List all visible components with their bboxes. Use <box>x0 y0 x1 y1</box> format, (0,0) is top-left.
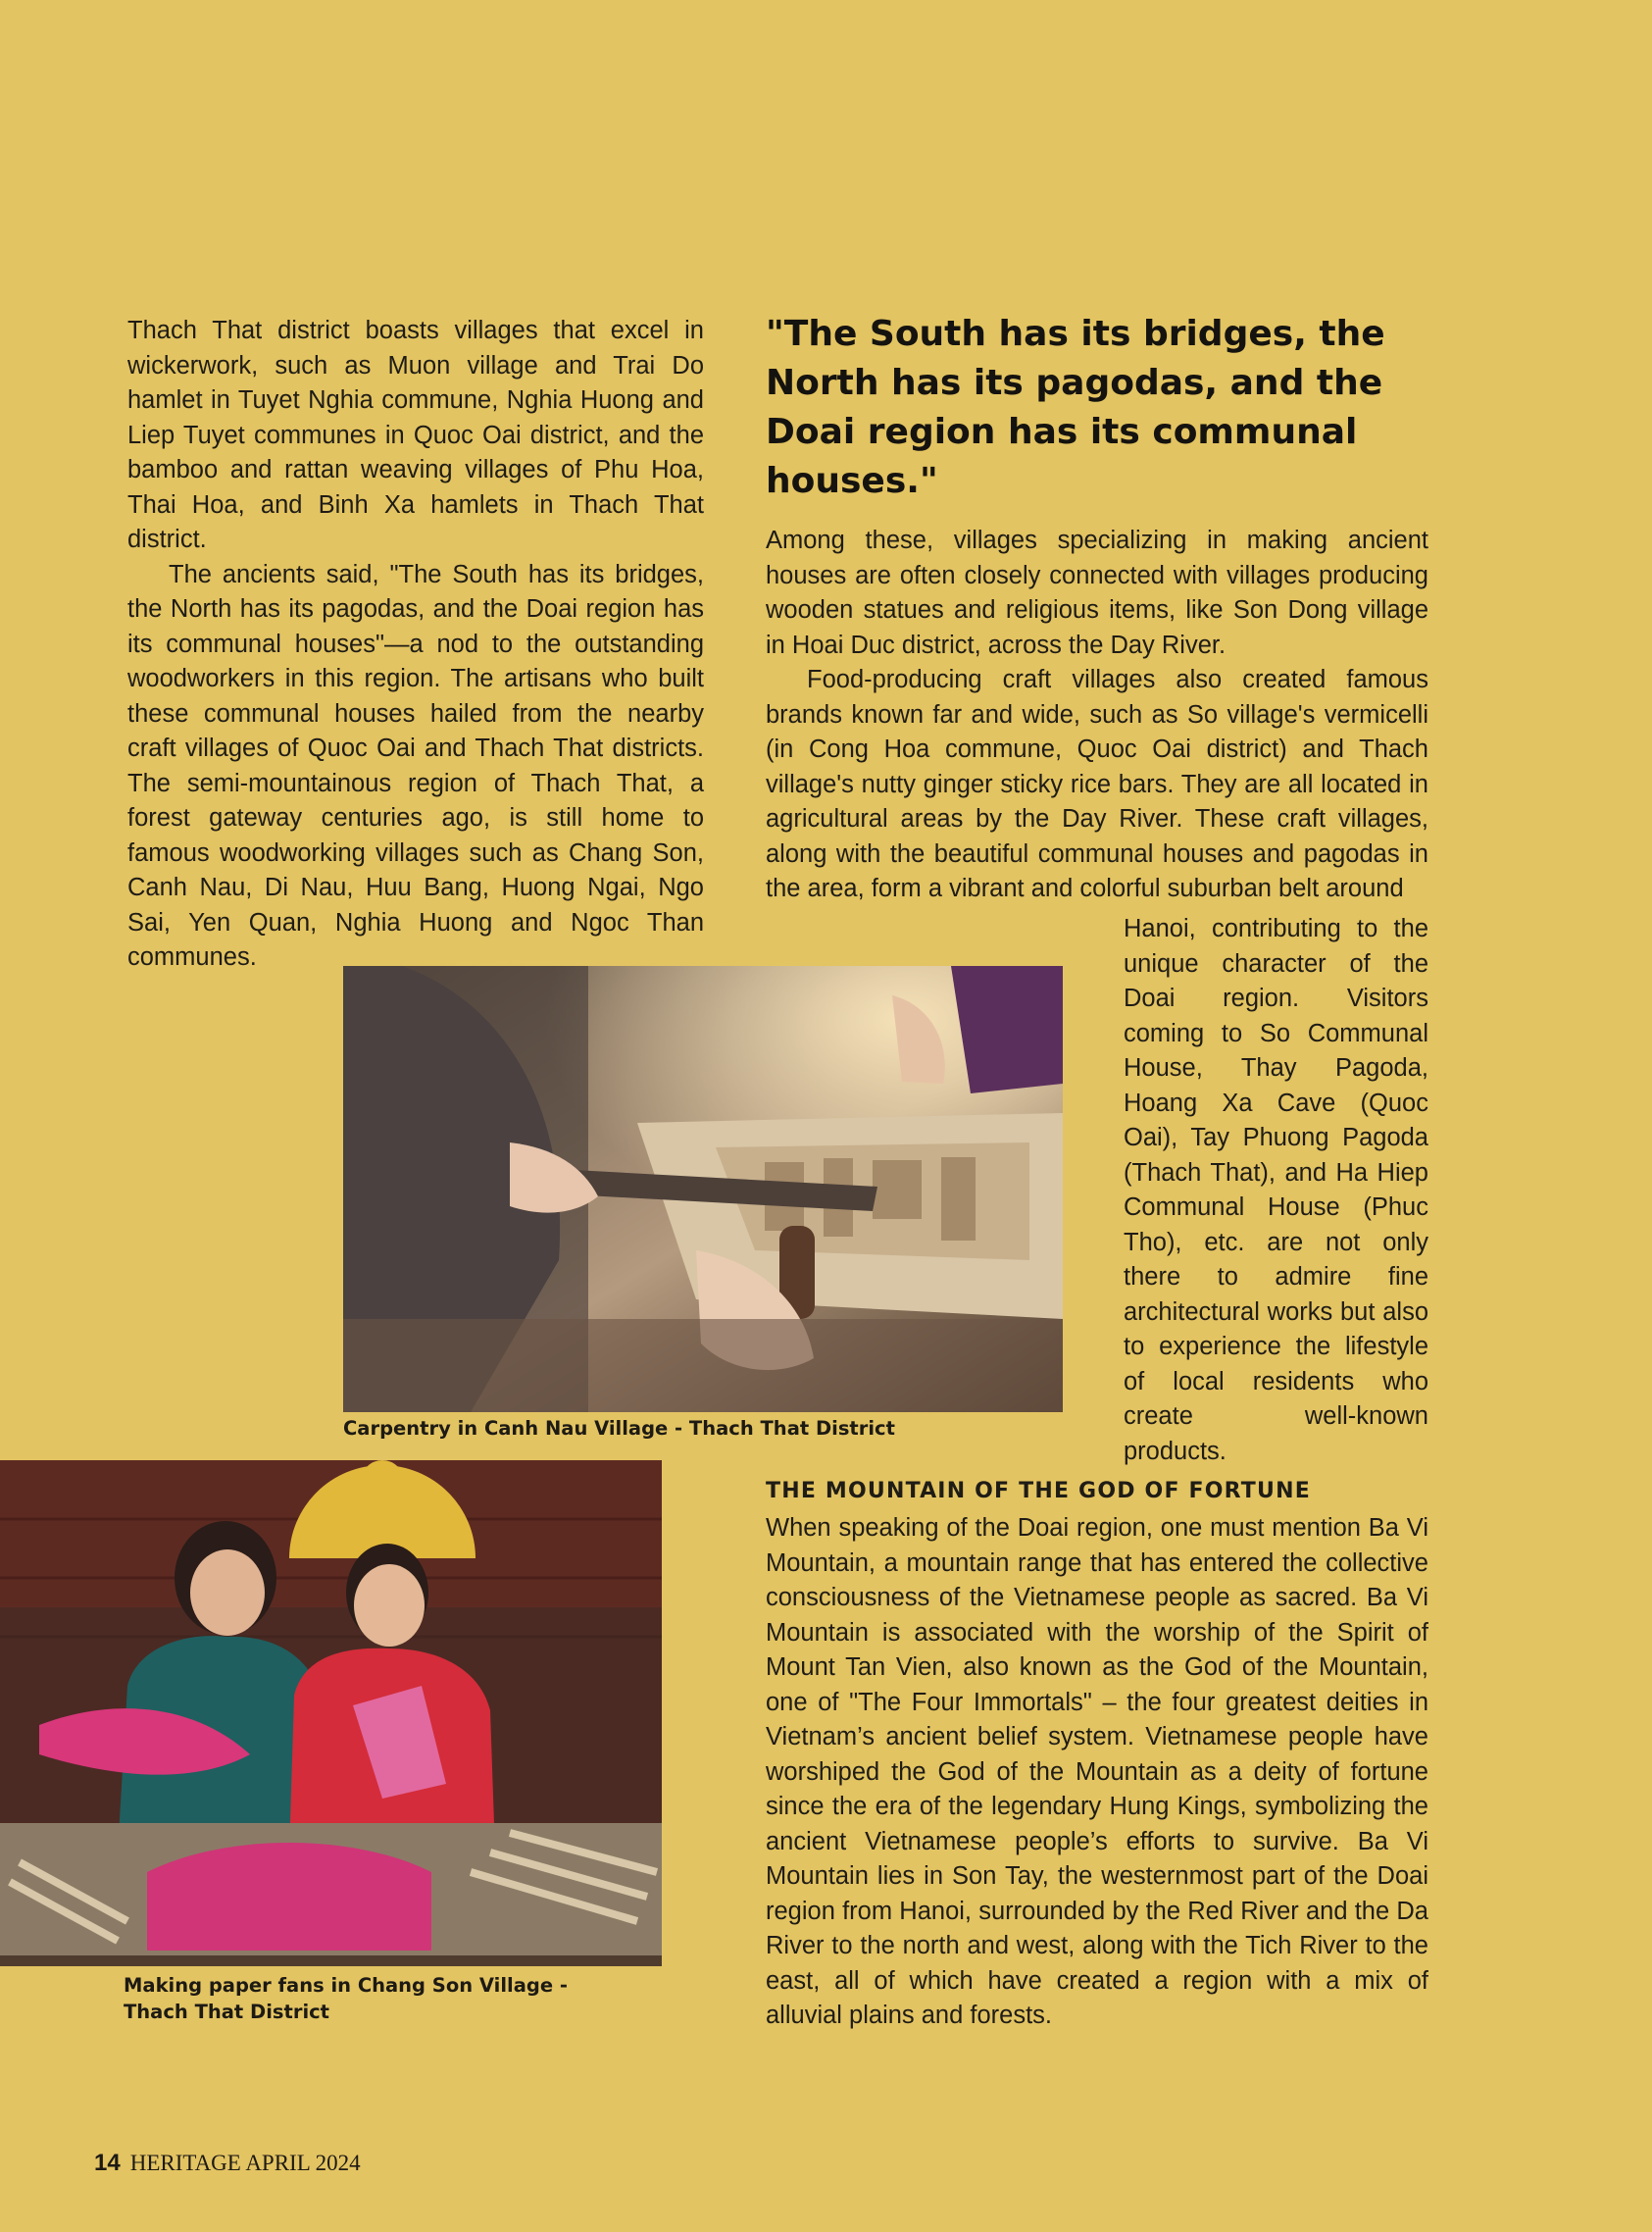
body-paragraph: When speaking of the Doai region, one must mention Ba Vi Mountain, a mountain range that has entered the collective consciousness of the Vietnamese people as sacred. Ba Vi Mountain is associated with the worship of the Spirit of Mount Tan Vien, also known as the God of the Mountain, one of "The Four Immortals" – the four greatest deities in Vietnam’s ancient belief system. Vietnamese people have worshiped the God of the Mountain as a deity of fortune since the era of the legendary Hung Kings, symbolizing the ancient Vietnamese people’s efforts to survive. Ba Vi Mountain lies in Son Tay, the westernmost part of the Doai region from Hanoi, surrounded by the Red River and the Da River to the north and west, along with the Tich River to the east, all of which have created a region with a mix of alluvial plains and forests. <box>766 1514 1428 2029</box>
carpentry-photo-illustration <box>343 966 1063 1412</box>
right-column <box>766 524 1428 907</box>
paper-fans-photo-illustration <box>0 1460 662 1966</box>
paper-fans-photo <box>0 1460 662 1966</box>
left-column <box>127 314 704 976</box>
body-paragraph-continued: Hanoi, contributing to the unique character of the Doai region. Visitors coming to So Communal House, Thay Pagoda, Hoang Xa Cave (Quoc Oai), Tay Phuong Pagoda (Thach That), and Ha Hiep Communal House (Phuc Tho), etc. are not only there to admire fine architectural works but also to experience the lifestyle of local residents who create well-known products. <box>1124 915 1428 1465</box>
body-paragraph: Thach That district boasts villages that excel in wickerwork, such as Muon village and Trai Do hamlet in Tuyet Nghia commune, Nghia Huong and Liep Tuyet communes in Quoc Oai district, and the bamboo and rattan weaving villages of Phu Hoa, Thai Hoa, and Binh Xa hamlets in Thach That district. <box>127 317 704 553</box>
carpentry-photo-caption: Carpentry in Canh Nau Village - Thach That District <box>343 1417 895 1440</box>
body-paragraph: The ancients said, "The South has its bridges, the North has its pagodas, and the Doai region has its communal houses"—a nod to the outstanding woodworkers in this region. The artisans who built these communal houses hailed from the nearby craft villages of Quoc Oai and Thach That districts. The semi-mountainous region of Thach That, a forest gateway centuries ago, is still home to famous woodworking villages such as Chang Son, Canh Nau, Di Nau, Huu Bang, Huong Ngai, Ngo Sai, Yen Quan, Nghia Huong and Ngoc Than communes. <box>127 560 704 971</box>
section-column <box>766 1476 1428 2034</box>
pull-quote: "The South has its bridges, the North has its pagodas, and the Doai region has its communal houses." <box>766 314 1385 501</box>
body-paragraph: Among these, villages specializing in making ancient houses are often closely connected with villages producing wooden statues and religious items, like Son Dong village in Hoai Duc district, across the Day River. <box>766 527 1428 659</box>
caption-line: Thach That District <box>124 2001 330 2023</box>
caption-line: Making paper fans in Chang Son Village - <box>124 1974 568 1997</box>
section-heading: THE MOUNTAIN OF THE GOD OF FORTUNE <box>766 1479 1311 1503</box>
publication-name: HERITAGE APRIL 2024 <box>129 2151 361 2175</box>
page-number: 14 <box>94 2150 121 2176</box>
body-paragraph: Food-producing craft villages also created famous brands known far and wide, such as So village's vermicelli (in Cong Hoa commune, Quoc Oai district) and Thach village's nutty ginger sticky rice bars. They are all located in agricultural areas by the Day River. These craft villages, along with the beautiful communal houses and pagodas in the area, form a vibrant and colorful suburban belt around <box>766 666 1428 902</box>
carpentry-photo <box>343 966 1063 1412</box>
paper-fans-photo-caption <box>124 1972 575 2025</box>
page-footer <box>94 2150 361 2177</box>
wrapped-text-column <box>1124 912 1428 1469</box>
